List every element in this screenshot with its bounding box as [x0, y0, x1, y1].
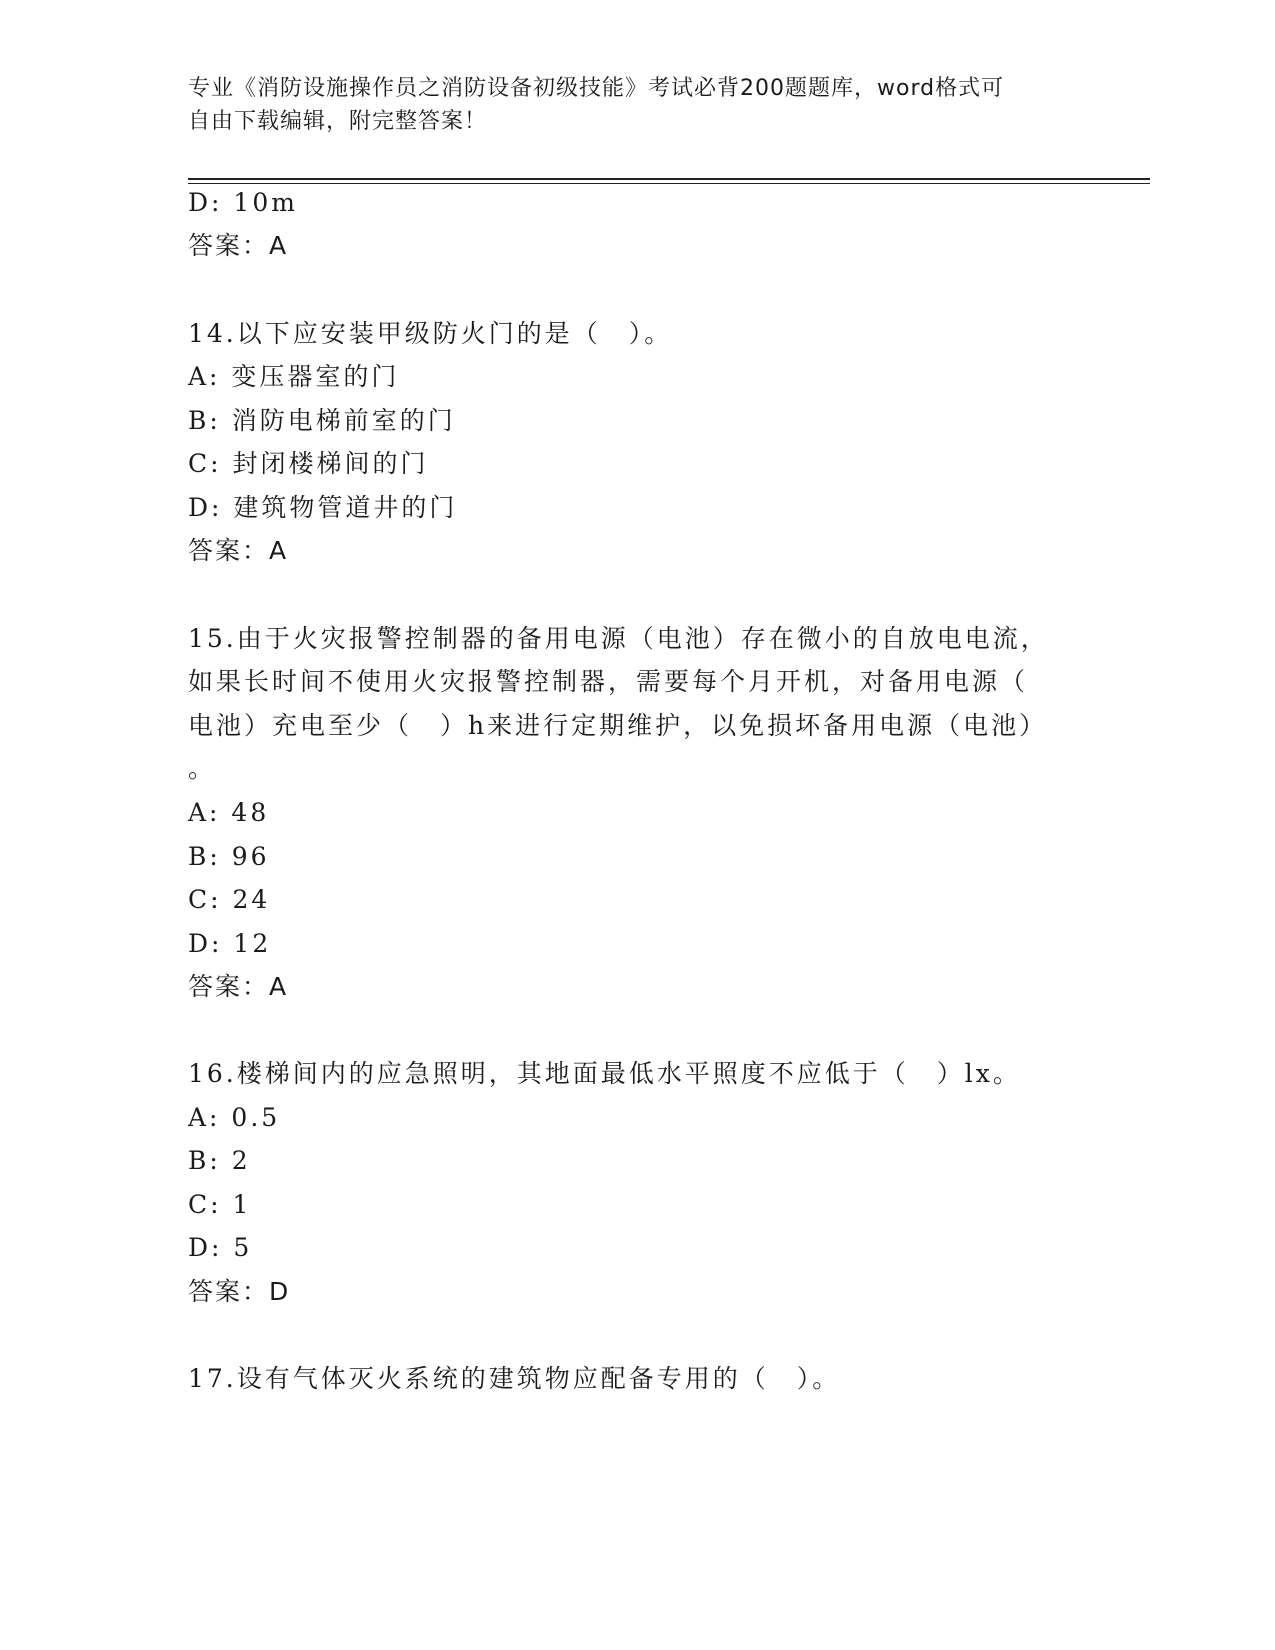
q16-option-b: B: 2	[188, 1146, 251, 1175]
header-divider-thick	[188, 178, 1150, 180]
q16-option-a: A: 0.5	[188, 1103, 281, 1132]
q15-stem-line-3: 电池）充电至少（ ）h来进行定期维护，以免损坏备用电源（电池）	[188, 711, 1048, 740]
q15-option-a: A: 48	[188, 798, 270, 827]
header-line-2: 自由下载编辑，附完整答案！	[188, 109, 488, 134]
q14-answer: 答案：A	[188, 536, 289, 565]
q15-option-d: D: 12	[188, 929, 272, 958]
q16-option-c: C: 1	[188, 1190, 252, 1219]
q15-answer: 答案：A	[188, 972, 289, 1001]
q14-stem: 14.以下应安装甲级防火门的是（ ）。	[188, 319, 673, 348]
q15-option-b: B: 96	[188, 842, 270, 871]
q14-option-d: D: 建筑物管道井的门	[188, 493, 458, 522]
header-divider-thin	[188, 183, 1150, 184]
q15-stem-line-4: 。	[188, 754, 217, 783]
q17-stem: 17.设有气体灭火系统的建筑物应配备专用的（ ）。	[188, 1364, 841, 1393]
q14-option-b: B: 消防电梯前室的门	[188, 406, 456, 435]
q14-option-a: A: 变压器室的门	[188, 362, 400, 391]
q16-option-d: D: 5	[188, 1233, 253, 1262]
q16-answer: 答案：D	[188, 1277, 291, 1306]
q14-option-c: C: 封闭楼梯间的门	[188, 449, 429, 478]
q16-stem: 16.楼梯间内的应急照明，其地面最低水平照度不应低于（ ）lx。	[188, 1059, 1021, 1088]
q13-answer: 答案：A	[188, 231, 289, 260]
q15-stem-line-1: 15.由于火灾报警控制器的备用电源（电池）存在微小的自放电电流，	[188, 624, 1049, 653]
header-line-1: 专业《消防设施操作员之消防设备初级技能》考试必背200题题库，word格式可	[188, 76, 1005, 101]
q15-stem-line-2: 如果长时间不使用火灾报警控制器，需要每个月开机，对备用电源（	[188, 667, 1029, 696]
q15-option-c: C: 24	[188, 885, 271, 914]
q13-option-d: D: 10m	[188, 188, 298, 217]
document-header	[188, 72, 1088, 138]
